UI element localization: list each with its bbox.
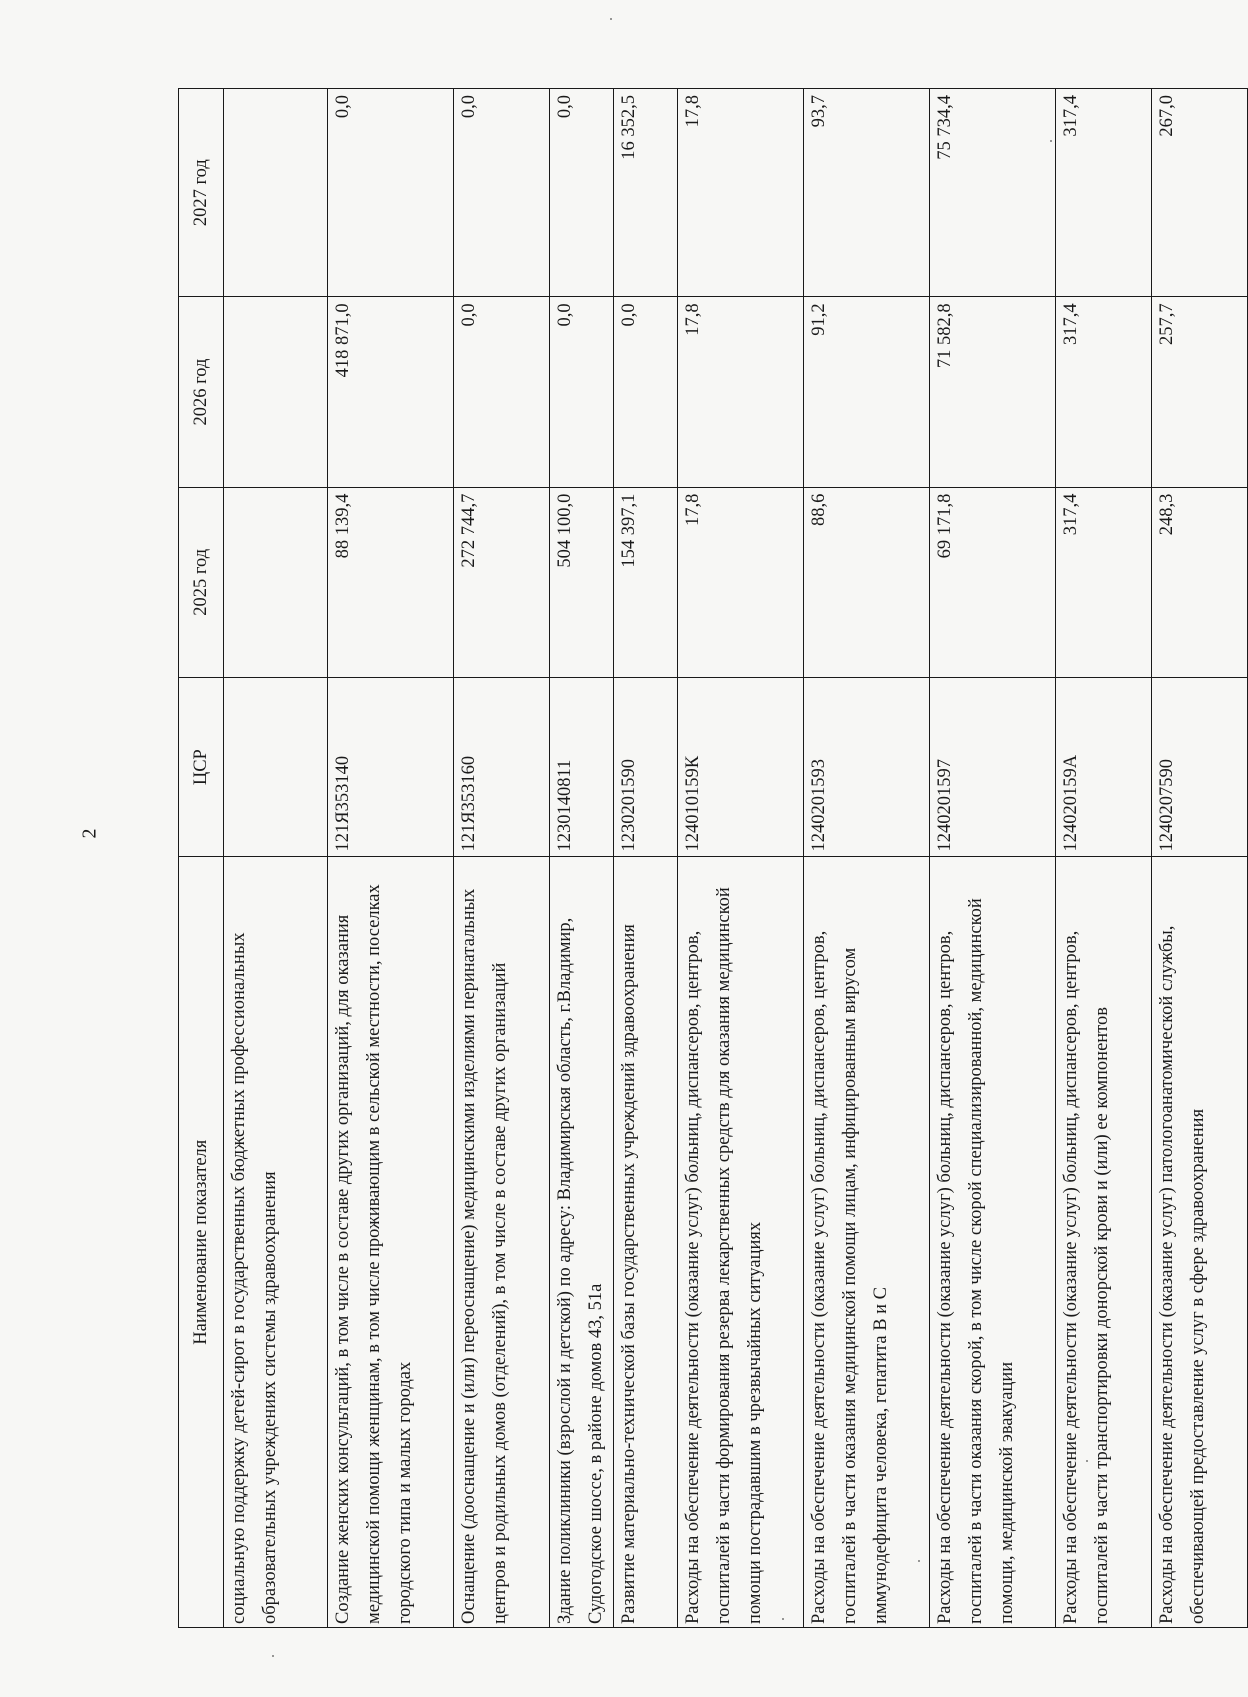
cell-csr: 1230201590 (614, 677, 678, 857)
table-header-row (179, 89, 224, 1628)
cell-2026 (224, 297, 328, 487)
cell-name: Оснащение (дооснащение и (или) переоснащение) медицинскими изделиями перинатальных центров и родильных домов (отделений), в том числе в составе других организаций (454, 857, 550, 1628)
table-row (1152, 89, 1248, 1628)
table-row (1056, 89, 1152, 1628)
cell-2026: 0,0 (550, 297, 614, 487)
cell-2026: 317,4 (1056, 297, 1152, 487)
header-2025: 2025 год (179, 487, 224, 677)
cell-2025: 504 100,0 (550, 487, 614, 677)
cell-2026: 91,2 (804, 297, 930, 487)
table-row (328, 89, 454, 1628)
budget-table (178, 88, 1248, 1628)
cell-name: Расходы на обеспечение деятельности (оказание услуг) патологоанатомической службы, обеспечивающей предоставление услуг в сфере здравоохранения (1152, 857, 1248, 1628)
cell-name: Создание женских консультаций, в том числе в составе других организаций, для оказания медицинской помощи женщинам, в том числе проживающим в сельской местности, поселках городского типа и малых городах (328, 857, 454, 1628)
cell-2027: 17,8 (678, 89, 804, 297)
cell-name: Расходы на обеспечение деятельности (оказание услуг) больниц, диспансеров, центров, госпиталей в части формирования резерва лекарственных средств для оказания медицинской помощи пострадавшим в чрезвычайных ситуациях (678, 857, 804, 1628)
cell-csr: 1240201597 (930, 677, 1056, 857)
scan-speck (782, 1618, 784, 1620)
cell-csr: 124020159А (1056, 677, 1152, 857)
scan-speck (610, 18, 612, 20)
cell-name: Здание поликлиники (взрослой и детской) по адресу: Владимирская область, г.Владимир, Судогодское шоссе, в районе домов 43, 51а (550, 857, 614, 1628)
cell-name: Расходы на обеспечение деятельности (оказание услуг) больниц, диспансеров, центров, госпиталей в части оказания медицинской помощи лицам, инфицированным вирусом иммунодефицита человека, гепатита В и С (804, 857, 930, 1628)
cell-2027: 16 352,5 (614, 89, 678, 297)
cell-name: Расходы на обеспечение деятельности (оказание услуг) больниц, диспансеров, центров, госпиталей в части оказания скорой, в том числе скорой специализированной, медицинской помощи, медицинской эвакуации (930, 857, 1056, 1628)
table-row (930, 89, 1056, 1628)
cell-name: Развитие материально-технической базы государственных учреждений здравоохранения (614, 857, 678, 1628)
cell-csr: 121Я353140 (328, 677, 454, 857)
cell-2025: 272 744,7 (454, 487, 550, 677)
scan-speck (1086, 1460, 1088, 1462)
cell-name: Расходы на обеспечение деятельности (оказание услуг) больниц, диспансеров, центров, госпиталей в части транспортировки донорской крови и (или) ее компонентов (1056, 857, 1152, 1628)
cell-2026: 418 871,0 (328, 297, 454, 487)
header-csr: ЦСР (179, 677, 224, 857)
scan-speck (918, 1560, 920, 1562)
cell-2027: 317,4 (1056, 89, 1152, 297)
table-row (804, 89, 930, 1628)
cell-2027: 0,0 (328, 89, 454, 297)
table-row (550, 89, 614, 1628)
cell-2027: 0,0 (454, 89, 550, 297)
cell-name: социальную поддержку детей-сирот в государственных бюджетных профессиональных образовательных учреждениях системы здравоохранения (224, 857, 328, 1628)
cell-2025: 248,3 (1152, 487, 1248, 677)
cell-2026: 0,0 (614, 297, 678, 487)
cell-2025: 154 397,1 (614, 487, 678, 677)
cell-2026: 0,0 (454, 297, 550, 487)
table-row (454, 89, 550, 1628)
cell-2027: 93,7 (804, 89, 930, 297)
cell-2025: 317,4 (1056, 487, 1152, 677)
rotated-budget-table-sheet (178, 88, 1208, 1628)
cell-2025: 88 139,4 (328, 487, 454, 677)
cell-csr: 1240201593 (804, 677, 930, 857)
cell-csr: 1230140811 (550, 677, 614, 857)
table-row (614, 89, 678, 1628)
cell-csr: 1240207590 (1152, 677, 1248, 857)
header-2026: 2026 год (179, 297, 224, 487)
cell-csr: 124010159К (678, 677, 804, 857)
scan-speck (272, 1655, 274, 1657)
cell-2026: 17,8 (678, 297, 804, 487)
table-row (224, 89, 328, 1628)
cell-2027: 0,0 (550, 89, 614, 297)
cell-2025 (224, 487, 328, 677)
scan-speck (1050, 140, 1052, 142)
cell-2025: 69 171,8 (930, 487, 1056, 677)
cell-2025: 17,8 (678, 487, 804, 677)
cell-2026: 71 582,8 (930, 297, 1056, 487)
header-name: Наименование показателя (179, 857, 224, 1628)
cell-csr (224, 677, 328, 857)
cell-csr: 121Я353160 (454, 677, 550, 857)
cell-2025: 88,6 (804, 487, 930, 677)
cell-2027: 267,0 (1152, 89, 1248, 297)
table-row (678, 89, 804, 1628)
header-2027: 2027 год (179, 89, 224, 297)
cell-2027: 75 734,4 (930, 89, 1056, 297)
page-number: 2 (78, 828, 101, 839)
cell-2027 (224, 89, 328, 297)
cell-2026: 257,7 (1152, 297, 1248, 487)
